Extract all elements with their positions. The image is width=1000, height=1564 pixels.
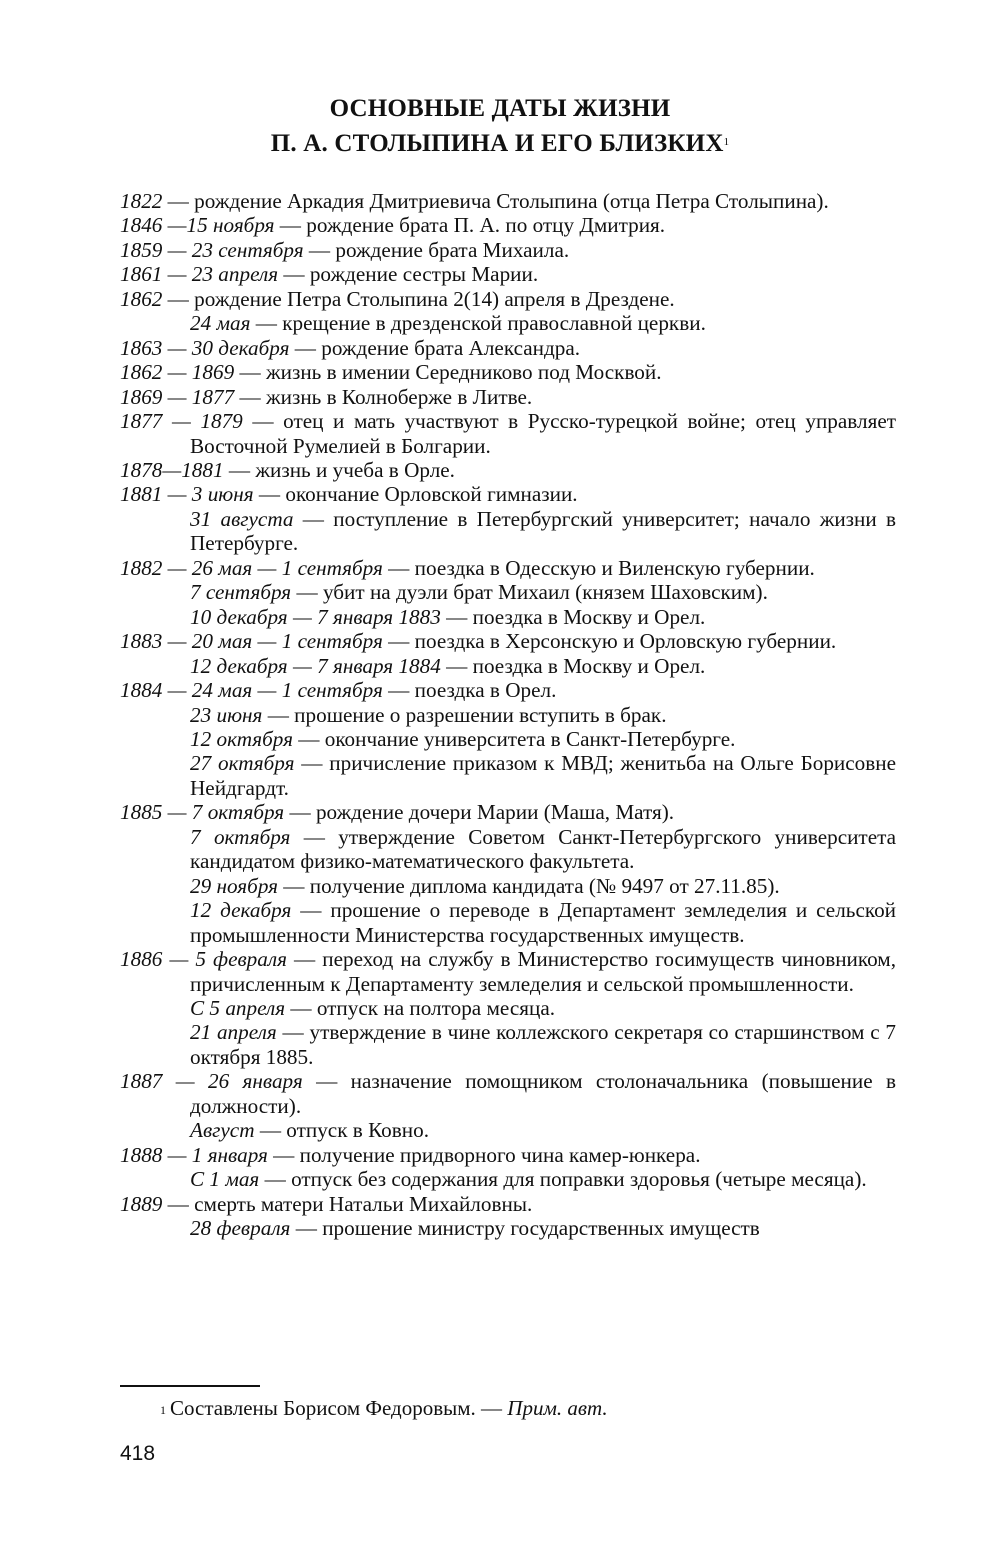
footnote-author-note: Прим. авт. [507, 1396, 608, 1420]
sub-entry [120, 703, 896, 727]
entry-text: причисление приказом к МВД; женитьба на Ольге Борисовне Нейдгардт. [190, 751, 897, 800]
entry-date: 1889 [120, 1191, 163, 1216]
year-entry [120, 385, 896, 409]
entry-text: смерть матери Натальи Михайловны. [194, 1191, 533, 1216]
entry-date: Август [190, 1118, 255, 1143]
entry-text: окончание Орловской гимназии. [285, 482, 578, 507]
entry-text: поездка в Москву и Орел. [472, 653, 706, 678]
entry-dash: — [291, 898, 331, 923]
entry-date: 27 октября [190, 751, 295, 776]
entry-dash: — [440, 604, 473, 629]
entry-text: прошение о переводе в Департамент земледелия и сельской промышленности Министерства государственных имуществ. [190, 898, 896, 947]
entry-dash: — [290, 1216, 323, 1241]
entry-date: 28 февраля [190, 1216, 291, 1241]
entry-dash: — [267, 1142, 300, 1167]
sub-entry [120, 1216, 896, 1240]
entry-text: рождение Петра Столыпина 2(14) апреля в Дрездене. [194, 286, 675, 311]
entry-dash: — [242, 409, 284, 434]
sub-entry [120, 1118, 896, 1142]
entry-date: 1862 — 1869 [120, 360, 235, 385]
entry-text: прошение о разрешении вступить в брак. [294, 702, 667, 727]
entry-dash: — [289, 335, 322, 360]
year-entry [120, 336, 896, 360]
entry-date: 1882 — 26 мая — 1 сентября [120, 555, 383, 580]
entry-text: рождение брата Михаила. [335, 237, 570, 262]
entry-dash: — [293, 506, 334, 531]
entry-dash: — [290, 824, 339, 849]
entry-date: 12 декабря — 7 января 1884 [190, 653, 441, 678]
entry-text: рождение Аркадия Дмитриевича Столыпина (отца Петра Столыпина). [194, 189, 829, 213]
sub-entry [120, 605, 896, 629]
entry-date: 29 ноября [190, 873, 278, 898]
year-entry [120, 1069, 896, 1118]
year-entry [120, 458, 896, 482]
footnote-text: Составлены Борисом Федоровым. — [170, 1396, 508, 1420]
sub-entry [120, 751, 896, 800]
entry-dash: — [234, 384, 266, 409]
entry-text: получение придворного чина камер-юнкера. [299, 1142, 701, 1167]
entry-text: получение диплома кандидата (№ 9497 от 27.11.85). [309, 873, 780, 898]
entry-date: 1883 — 20 мая — 1 сентября [120, 629, 383, 654]
entry-date: 21 апреля [190, 1020, 277, 1045]
entry-text: окончание университета в Санкт-Петербурге. [324, 726, 736, 751]
entry-date: 1822 [120, 189, 163, 213]
sub-entry [120, 580, 896, 604]
entry-dash: — [440, 653, 473, 678]
page-number: 418 [120, 1442, 156, 1465]
entry-dash: — [276, 1020, 310, 1045]
chronology-list [120, 189, 896, 1240]
entry-dash: — [382, 629, 415, 654]
sub-entry [120, 825, 896, 874]
entry-dash: — [253, 482, 286, 507]
entry-date: 10 декабря — 7 января 1883 [190, 604, 441, 629]
entry-text: жизнь в Колноберже в Литве. [265, 384, 533, 409]
entry-text: поездка в Херсонскую и Орловскую губернии. [414, 629, 837, 654]
entry-dash: — [223, 457, 256, 482]
sub-entry [120, 727, 896, 751]
entry-dash: — [285, 995, 317, 1020]
sub-entry [120, 874, 896, 898]
entry-text: поступление в Петербургский университет; начало жизни в Петербурге. [190, 506, 896, 556]
sub-entry [120, 1167, 896, 1191]
sub-entry [120, 654, 896, 678]
entry-dash: — [277, 873, 310, 898]
entry-text: прошение министру государственных имуществ [322, 1216, 760, 1241]
year-entry [120, 482, 896, 506]
entry-date: 1877 — 1879 [120, 409, 243, 434]
entry-date: 1861 — 23 апреля [120, 262, 279, 287]
footnote-mark: 1 [160, 1403, 166, 1417]
entry-date: 7 октября [190, 824, 291, 849]
footnote-divider [120, 1385, 260, 1387]
entry-date: 1878—1881 [120, 457, 224, 482]
entry-dash: — [294, 751, 330, 776]
title-footnote-mark: 1 [723, 136, 730, 148]
year-entry [120, 189, 896, 213]
entry-dash: — [286, 947, 323, 972]
entry-date: 12 декабря [190, 898, 292, 923]
year-entry [120, 1192, 896, 1216]
entry-dash: — [234, 360, 266, 385]
entry-date: 1846 —15 ноября [120, 213, 275, 238]
entry-date: 1859 — 23 сентября [120, 237, 304, 262]
entry-text: жизнь в имении Середниково под Москвой. [265, 360, 662, 385]
page-title-line-2 [0, 127, 1000, 161]
entry-text: назначение помощником столоначальника (повышение в должности). [190, 1069, 897, 1118]
entry-text: жизнь и учеба в Орле. [255, 457, 455, 482]
page-title-line-2-text: П. А. СТОЛЫПИНА И ЕГО БЛИЗКИХ [270, 130, 724, 157]
entry-dash: — [274, 213, 307, 238]
entry-date: 24 мая [190, 311, 251, 336]
entry-text: утверждение в чине коллежского секретаря со старшинством с 7 октября 1885. [190, 1020, 897, 1069]
entry-date: 1885 — 7 октября [120, 800, 285, 825]
year-entry [120, 360, 896, 384]
entry-text: рождение дочери Марии (Маша, Матя). [315, 800, 675, 825]
entry-date: 1869 — 1877 [120, 384, 235, 409]
sub-entry [120, 507, 896, 556]
entry-text: рождение сестры Марии. [309, 262, 539, 287]
sub-entry [120, 898, 896, 947]
entry-text: рождение брата Александра. [321, 335, 581, 360]
entry-dash: — [162, 189, 195, 213]
entry-date: 1886 — 5 февраля [120, 947, 287, 972]
entry-dash: — [303, 237, 336, 262]
entry-date: С 1 мая [190, 1167, 260, 1192]
year-entry [120, 556, 896, 580]
year-entry [120, 947, 896, 996]
entry-dash: — [262, 702, 295, 727]
entry-dash: — [250, 311, 283, 336]
entry-dash: — [292, 726, 325, 751]
entry-text: отпуск на полтора месяца. [316, 995, 556, 1020]
entry-date: 7 сентября [190, 580, 292, 605]
entry-text: убит на дуэли брат Михаил (князем Шаховским). [322, 580, 768, 605]
entry-text: рождение брата П. А. по отцу Дмитрия. [306, 213, 666, 238]
year-entry [120, 238, 896, 262]
year-entry [120, 678, 896, 702]
entry-text: поездка в Орел. [414, 678, 557, 703]
entry-dash: — [382, 678, 415, 703]
entry-date: 1862 [120, 286, 163, 311]
entry-date: С 5 апреля [190, 995, 286, 1020]
entry-date: 23 июня [190, 702, 263, 727]
entry-dash: — [382, 555, 415, 580]
year-entry [120, 213, 896, 237]
year-entry [120, 409, 896, 458]
entry-dash: — [291, 580, 323, 605]
entry-date: 12 октября [190, 726, 293, 751]
entry-dash: — [259, 1167, 292, 1192]
sub-entry [120, 996, 896, 1020]
entry-dash: — [162, 1191, 195, 1216]
sub-entry [120, 1020, 896, 1069]
entry-text: отпуск без содержания для поправки здоровья (четыре месяца). [291, 1167, 867, 1192]
entry-date: 1881 — 3 июня [120, 482, 254, 507]
entry-date: 1887 — 26 января [120, 1069, 303, 1094]
entry-text: переход на службу в Министерство госимуществ чиновником, причисленным к Департаменту земледелия и сельской промышленности. [190, 947, 896, 996]
entry-text: крещение в дрезденской православной церкви. [282, 311, 706, 336]
entry-dash: — [162, 286, 195, 311]
year-entry [120, 1143, 896, 1167]
footnote [160, 1395, 608, 1421]
entry-date: 1888 — 1 января [120, 1142, 268, 1167]
entry-text: поездка в Москву и Орел. [472, 604, 706, 629]
entry-date: 1884 — 24 мая — 1 сентября [120, 678, 383, 703]
entry-date: 31 августа [190, 506, 294, 531]
entry-text: поездка в Одесскую и Виленскую губернии. [414, 555, 815, 580]
entry-text: утверждение Советом Санкт-Петербургского университета кандидатом физико-математического факультета. [190, 824, 897, 874]
page-title-line-1: ОСНОВНЫЕ ДАТЫ ЖИЗНИ [329, 95, 671, 122]
sub-entry [120, 311, 896, 335]
entry-dash: — [254, 1118, 287, 1143]
year-entry [120, 629, 896, 653]
entry-text: отпуск в Ковно. [286, 1118, 430, 1143]
entry-date: 1863 — 30 декабря [120, 335, 290, 360]
year-entry [120, 262, 896, 286]
entry-dash: — [278, 262, 310, 287]
entry-text: отец и мать участвуют в Русско-турецкой войне; отец управляет Восточной Румелией в Болгарии. [190, 409, 896, 458]
year-entry [120, 287, 896, 311]
entry-dash: — [284, 800, 316, 825]
year-entry [120, 800, 896, 824]
entry-dash: — [302, 1069, 351, 1094]
